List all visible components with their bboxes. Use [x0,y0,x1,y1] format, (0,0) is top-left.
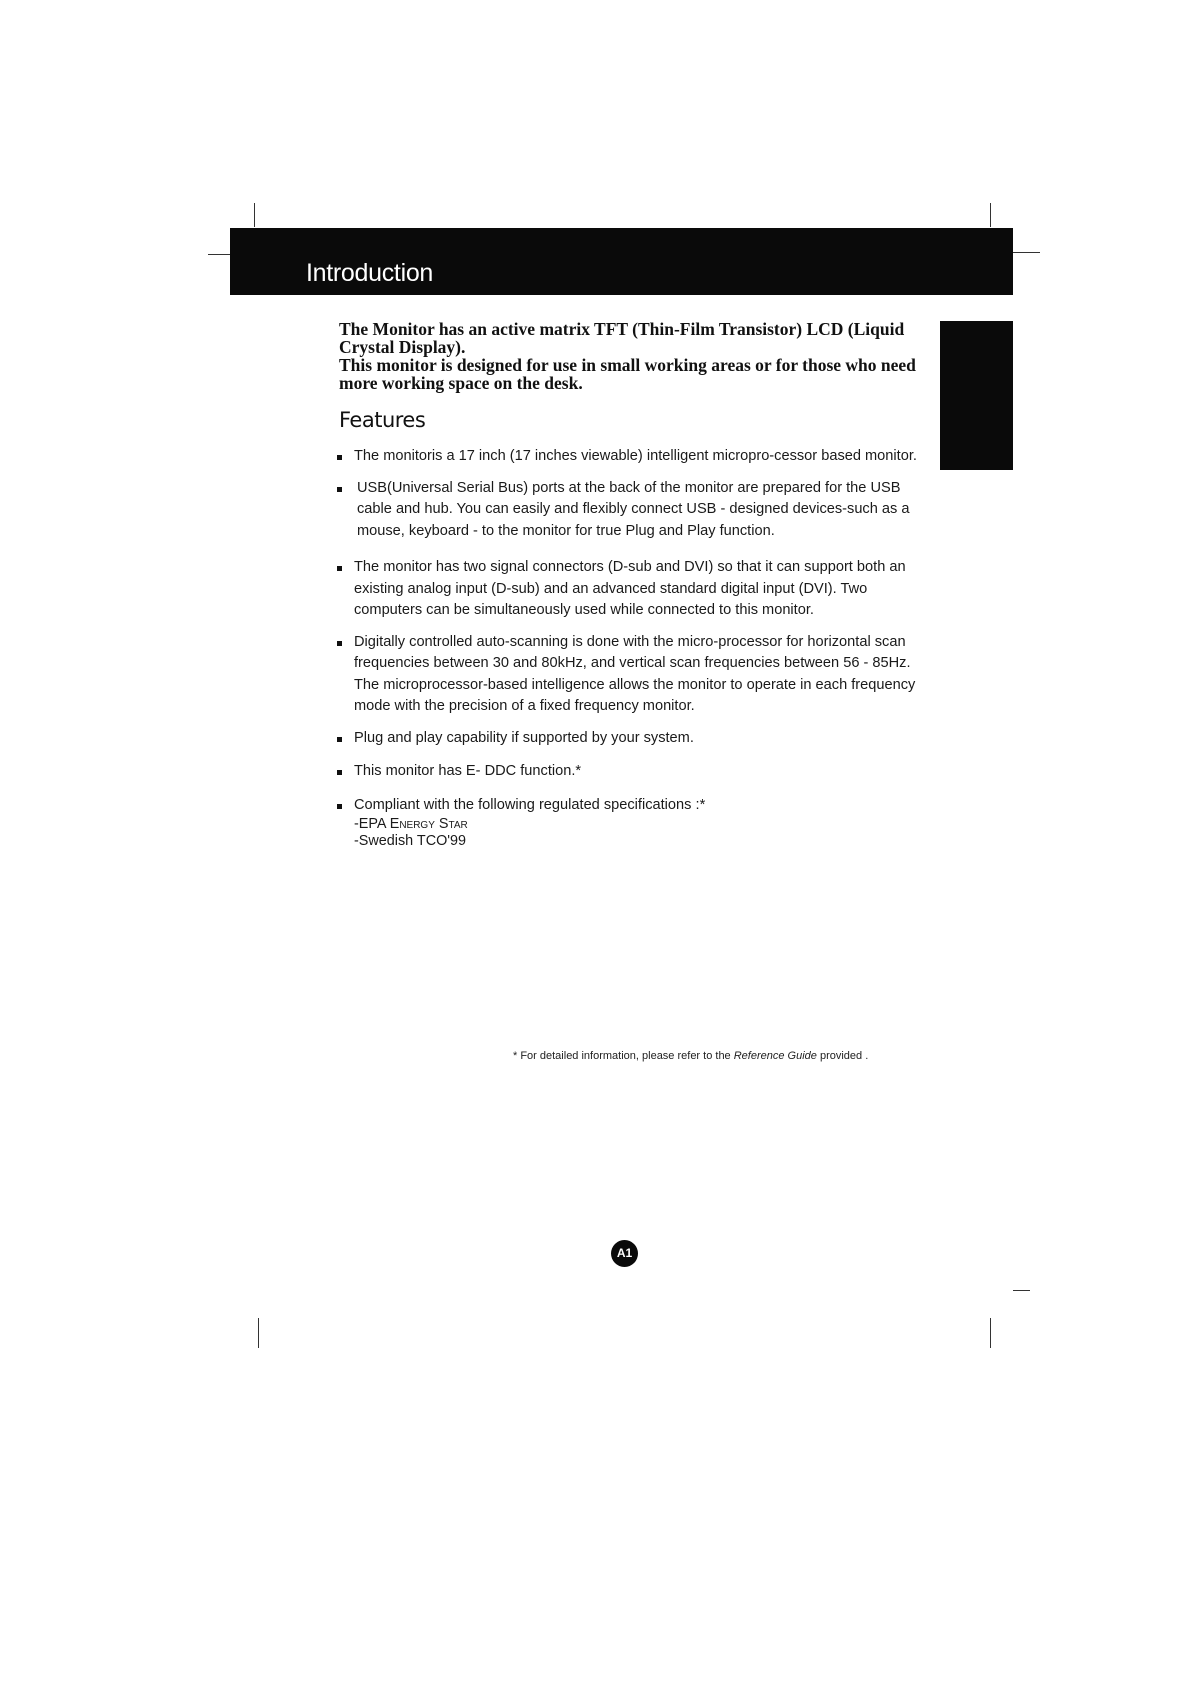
footnote-prefix: * For detailed information, please refer to the [513,1050,734,1062]
section-title: Introduction [306,259,434,287]
features-heading: Features [339,408,426,432]
feature-item [337,446,917,468]
crop-mark-bottom-right [990,1318,991,1348]
crop-mark-bottom-right-tick [1013,1290,1030,1291]
feature-item [337,557,917,622]
section-header-bar [230,228,1013,295]
compliance-tco: -Swedish TCO'99 [354,833,467,849]
feature-item [337,478,917,543]
crop-mark-top-left [254,203,255,227]
feature-item [337,795,917,851]
feature-item [337,761,917,783]
feature-text: The monitoris a 17 inch (17 inches viewable) intelligent micropro-cessor based monitor. [354,448,917,464]
bullet-icon [337,737,342,742]
feature-text: Digitally controlled auto-scanning is done with the micro-processor for horizontal scan frequencies between 30 and 80kHz, and vertical scan frequencies between 56 - 85Hz. The microprocessor-based intelligence allows the monitor to operate in each frequency mode with the precision of a fixed frequency monitor. [354,633,916,714]
page-number-badge: A1 [611,1240,638,1267]
features-list [337,446,917,850]
feature-text: Compliant with the following regulated specifications :* [354,796,706,813]
compliance-epa: -EPA Energy Star [354,816,468,832]
bullet-icon [337,566,342,571]
intro-paragraph-1: The Monitor has an active matrix TFT (Thin-Film Transistor) LCD (Liquid Crystal Display). [339,319,905,357]
intro-paragraph-2: This monitor is designed for use in small working areas or for those who need more working space on the desk. [339,355,916,393]
feature-item [337,728,917,750]
feature-text: This monitor has E- DDC function.* [354,763,582,779]
crop-mark-bottom-left [258,1318,259,1348]
feature-text: Plug and play capability if supported by your system. [354,729,694,746]
footnote-suffix: provided . [816,1050,869,1062]
feature-text: The monitor has two signal connectors (D-sub and DVI) so that it can support both an existing analog input (D-sub) and an advanced standard digital input (DVI). Two computers can be simultaneously used while connected to this monitor. [354,559,906,618]
feature-text: USB(Universal Serial Bus) ports at the back of the monitor are prepared for the USB cable and hub. You can easily and flexibly connect USB - designed devices-such as a mouse, keyboard - to the monitor for true Plug and Play function. [357,479,910,539]
bullet-icon [337,487,342,492]
feature-item [337,632,917,718]
crop-mark-right-tick [1013,252,1040,253]
bullet-icon [337,770,342,775]
bullet-icon [337,804,342,809]
footnote-reference: Reference Guide [733,1050,817,1062]
bullet-icon [337,641,342,646]
bullet-icon [337,455,342,460]
intro-text [339,320,919,392]
crop-mark-left-tick [208,254,230,255]
chapter-side-tab [940,321,1013,470]
crop-mark-top-right [990,203,991,227]
footnote [513,1050,868,1062]
